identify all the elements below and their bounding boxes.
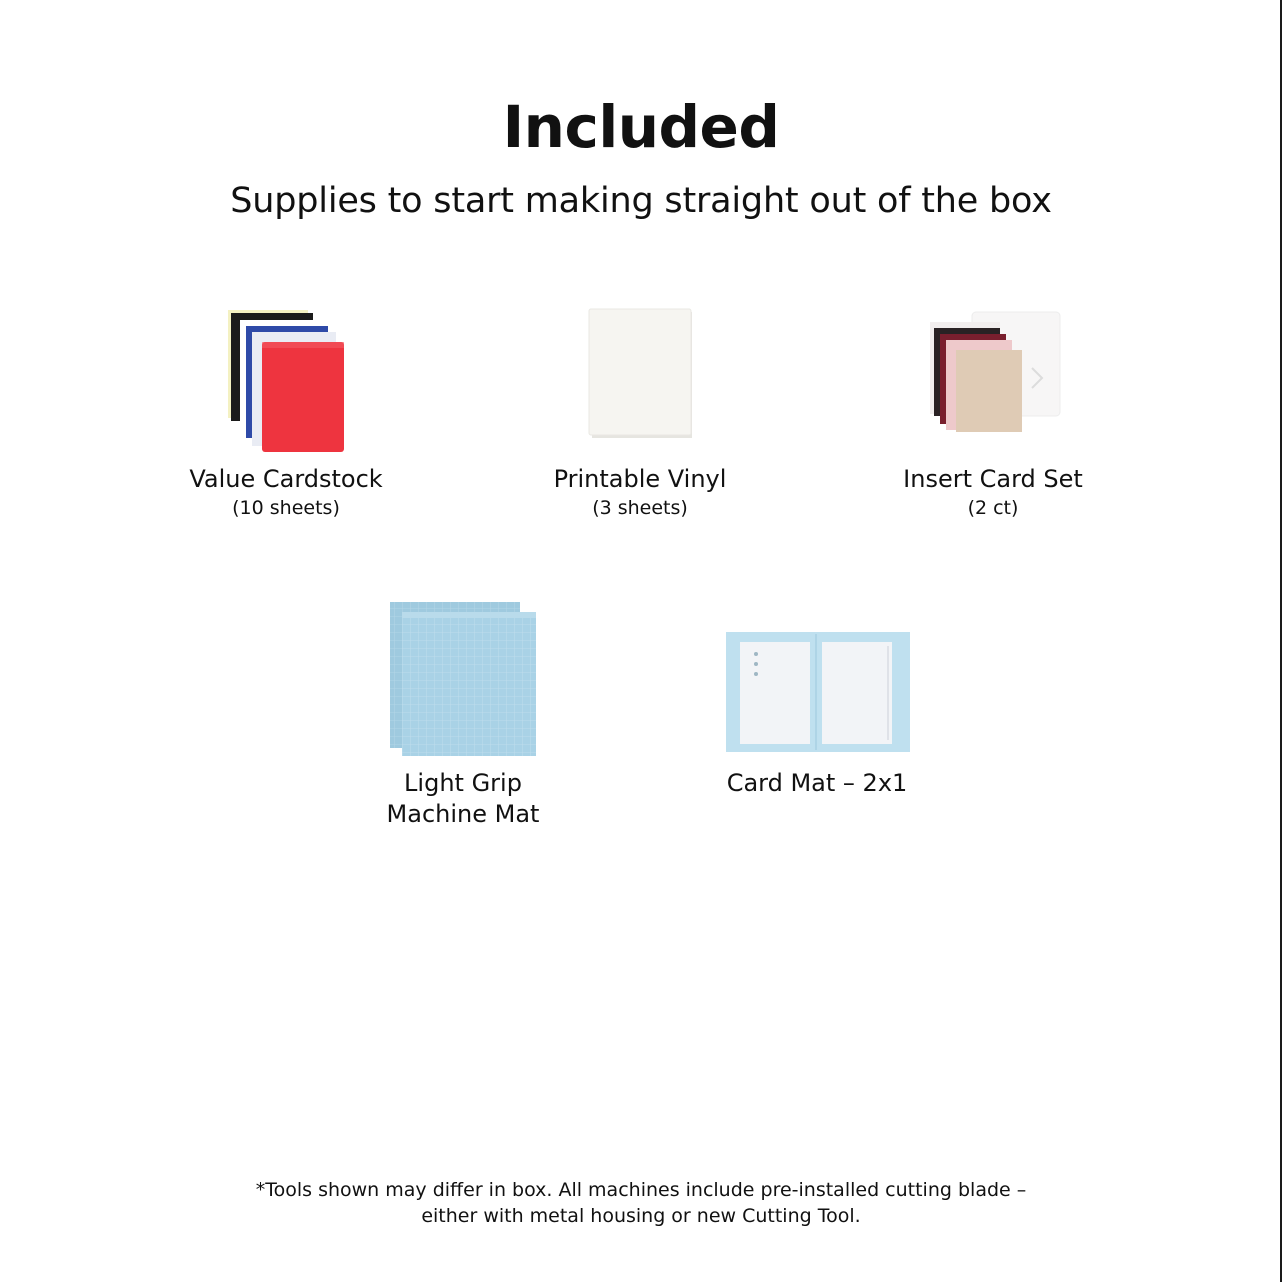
item-printable-vinyl (524, 300, 756, 530)
footnote (0, 1177, 1282, 1229)
item-value-cardstock (170, 300, 402, 530)
page-title: Included (502, 93, 780, 161)
footnote-line1: *Tools shown may differ in box. All machines include pre-installed cutting blade – (255, 1179, 1027, 1201)
item-count: (10 sheets) (232, 497, 340, 519)
item-name-line2: Machine Mat (386, 800, 540, 828)
item-name: Printable Vinyl (553, 465, 727, 493)
item-count: (3 sheets) (592, 497, 688, 519)
item-count: (2 ct) (967, 497, 1019, 519)
item-insert-card-set (876, 300, 1110, 530)
item-card-mat (700, 596, 934, 836)
page-subtitle: Supplies to start making straight out of the box (230, 181, 1052, 221)
card-mat-icon (724, 630, 912, 754)
cardstock-stack-icon (222, 304, 352, 454)
item-name: Card Mat – 2x1 (726, 769, 908, 797)
item-name-line1: Light Grip (404, 769, 522, 797)
footnote-line2: either with metal housing or new Cutting Tool. (421, 1205, 861, 1227)
insert-card-icon (924, 308, 1066, 438)
item-name: Value Cardstock (189, 465, 383, 493)
vinyl-sheet-icon (586, 306, 698, 442)
light-grip-mat-icon (386, 600, 540, 760)
item-light-grip-mat (346, 596, 580, 836)
item-name: Insert Card Set (903, 465, 1083, 493)
